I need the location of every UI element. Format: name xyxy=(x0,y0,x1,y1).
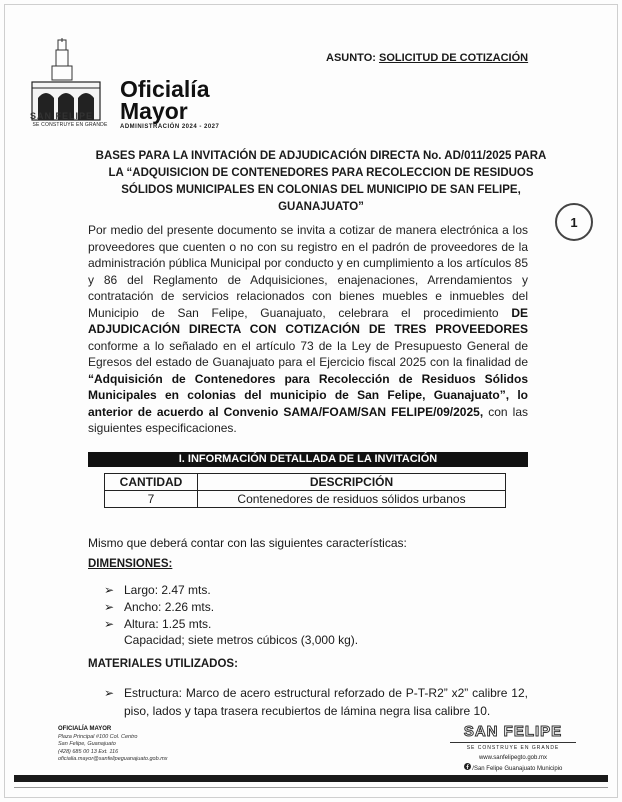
dimensions-list xyxy=(104,582,214,633)
logo-name: SAN FELIPE xyxy=(30,111,94,121)
footer-tagline: SE CONSTRUYE EN GRANDE xyxy=(450,742,576,751)
footer-phone: (428) 685 00 13 Ext. 116 xyxy=(58,748,119,755)
footer-facebook-text: /San Felipe Guanajuato Municipio xyxy=(472,766,563,772)
dimension-largo: Largo: 2.47 mts. xyxy=(124,583,211,597)
materials-heading: MATERIALES UTILIZADOS: xyxy=(88,658,238,670)
footer-email: oficialia.mayor@sanfelipeguanajuato.gob.mx xyxy=(58,756,168,762)
footer-website: www.sanfelipegto.gob.mx xyxy=(478,755,548,761)
footer-line xyxy=(14,787,608,788)
column-header-cantidad: CANTIDAD xyxy=(105,474,198,491)
arrow-bullet-icon: ➢ xyxy=(104,600,115,614)
section-heading: I. INFORMACIÓN DETALLADA DE LA INVITACIÓN xyxy=(88,452,528,467)
logo-caption: SE CONSTRUYE EN GRANDE xyxy=(32,122,108,128)
dimension-ancho: Ancho: 2.26 mts. xyxy=(124,600,215,614)
footer-address1: Plaza Principal #100 Col. Centro xyxy=(58,733,138,740)
subject-label: ASUNTO: xyxy=(326,52,376,64)
footer-brand-name: SAN FELIPE xyxy=(463,723,563,740)
bases-title: BASES PARA LA INVITACIÓN DE ADJUDICACIÓN DIRECTA No. AD/011/2025 PARA LA “ADQUISICION DE CONTENEDORES PARA RECOLECCION DE RESIDUOS SÓLIDOS MUNICIPALES EN COLONIAS DEL MUNICIPIO DE SAN FELIPE, GUANAJUATO” xyxy=(95,150,547,213)
facebook-icon xyxy=(464,763,471,770)
intro-text-3: con las siguientes especificaciones. xyxy=(88,404,528,435)
footer-contact xyxy=(58,726,168,764)
table-row xyxy=(105,491,506,508)
column-header-descripcion: DESCRIPCIÓN xyxy=(198,474,506,491)
footer-facebook xyxy=(450,763,576,772)
list-item xyxy=(104,582,214,599)
intro-text-2: conforme a lo señalado en el artículo 73 de la Ley de Presupuesto General de Egresos del estado de Guanajuato para el Ejercicio fiscal 2025 con la finalidad de xyxy=(88,338,528,369)
footer-address2: San Felipe, Guanajuato xyxy=(58,741,116,747)
subject-line xyxy=(326,52,528,64)
office-title xyxy=(120,78,209,122)
list-item xyxy=(104,599,214,616)
items-table xyxy=(104,473,506,508)
arrow-bullet-icon: ➢ xyxy=(104,617,115,631)
dimension-altura: Altura: 1.25 mts. xyxy=(124,617,212,631)
office-title-line2: Mayor xyxy=(120,98,188,124)
footer-bar xyxy=(14,775,608,782)
footer-office: OFICIALÍA MAYOR xyxy=(58,726,112,732)
arrow-bullet-icon: ➢ xyxy=(104,583,115,597)
list-item xyxy=(104,616,214,633)
office-subtitle: ADMINISTRACIÓN 2024 - 2027 xyxy=(120,124,220,130)
material-structure: Estructura: Marco de acero estructural reforzado de P-T-R2” x2” calibre 12, piso, lados y tapa trasera recubiertos de lámina negra lisa calibre 10. xyxy=(124,686,528,718)
cell-descripcion: Contenedores de residuos sólidos urbanos xyxy=(198,491,506,508)
dimensions-heading: DIMENSIONES: xyxy=(88,558,173,570)
intro-paragraph xyxy=(88,222,528,437)
cell-cantidad: 7 xyxy=(105,491,198,508)
intro-text-1: Por medio del presente documento se invita a cotizar de manera electrónica a los proveedores que cuenten o no con su registro en el padrón de proveedores de la administración pública Municipal por conducto y en cumplimiento a los artículos 85 y 86 del Reglamento de Adquisiciones, enajenaciones, Arrendamientos y contratación de servicios relacionados con bienes muebles e inmuebles del Municipio de San Felipe, Guanajuato, celebrara el procedimiento xyxy=(88,223,528,320)
list-item xyxy=(104,684,528,720)
page-number-badge: 1 xyxy=(555,203,593,241)
intro-bold-acquisition: “Adquisición de Contenedores para Recolección de Residuos Sólidos Municipales en colonias del municipio de San Felipe, Guanajuato”, lo anterior de acuerdo al Convenio SAMA/FOAM/SAN FELIPE/09/2025, xyxy=(88,371,528,419)
subject-value: SOLICITUD DE COTIZACIÓN xyxy=(378,52,529,64)
arrow-bullet-icon: ➢ xyxy=(104,686,115,700)
characteristics-intro: Mismo que deberá contar con las siguientes características: xyxy=(88,536,407,550)
intro-bold-procedure: DE ADJUDICACIÓN DIRECTA CON COTIZACIÓN DE TRES PROVEEDORES xyxy=(88,305,528,336)
table-header-row xyxy=(105,474,506,491)
capacity-text: Capacidad; siete metros cúbicos (3,000 kg). xyxy=(124,633,359,647)
office-title-line1: Oficialía xyxy=(120,76,210,102)
footer-brand xyxy=(450,723,576,772)
